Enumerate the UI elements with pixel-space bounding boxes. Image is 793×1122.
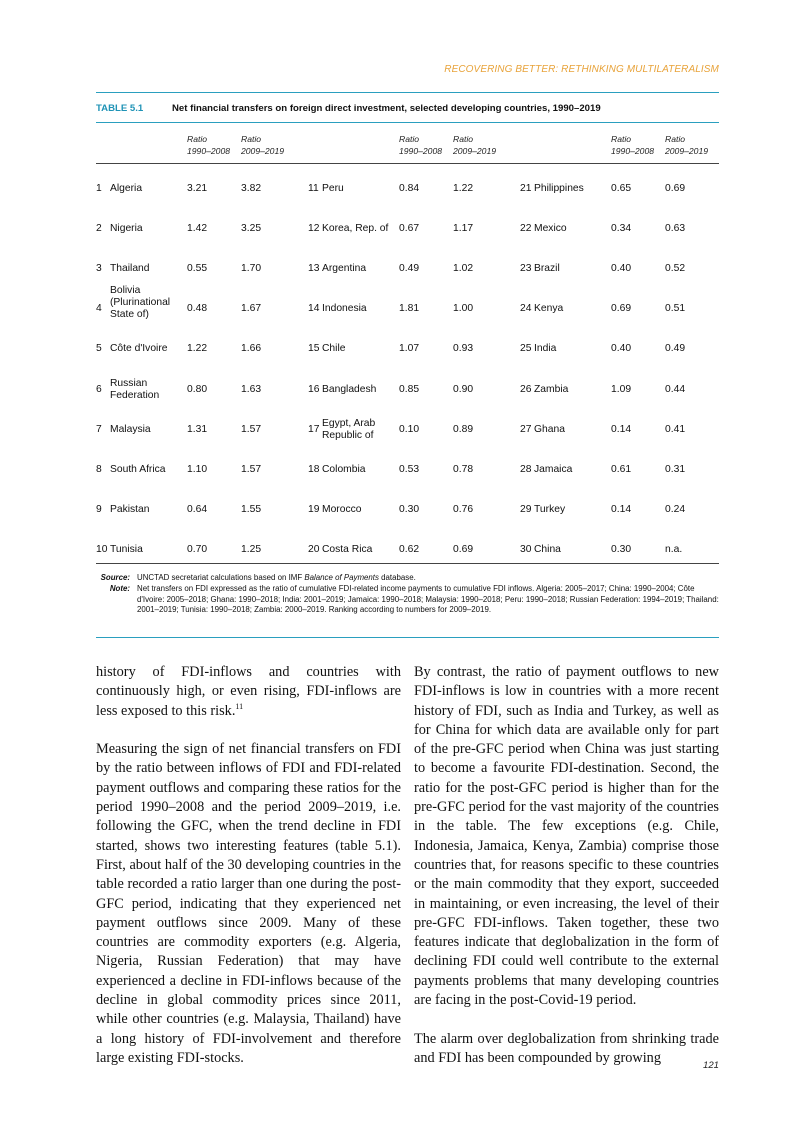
body-column-left [96,663,401,1088]
table-cell-rank: 24 [520,303,532,315]
table-cell-country: Korea, Rep. of [322,223,389,235]
table-cell-country: Malaysia [110,423,151,435]
table-cell-country: Brazil [534,263,560,275]
body-column-right [414,663,719,1088]
table-cell-rank: 2 [96,223,102,235]
table-cell-r1: 0.61 [611,463,632,475]
table-caption [96,103,719,114]
table-cell-country: Philippines [534,183,584,194]
table-cell-rank: 8 [96,463,102,475]
table-cell-r1: 0.80 [187,383,208,395]
column-header-period: 1990–2008 [611,146,655,156]
table-cell-r2: 0.24 [665,503,686,515]
table-cell-r1: 1.42 [187,223,208,235]
column-header-ratio: Ratio [665,134,686,144]
top-rule [96,92,719,93]
table-cell-rank: 22 [520,223,532,235]
running-head: RECOVERING BETTER: RETHINKING MULTILATERALISM [444,64,719,75]
table-cell-r1: 0.84 [399,183,420,194]
table-cell-r1: 0.10 [399,423,420,435]
table-cell-rank: 18 [308,463,320,475]
table-cell-country: Mexico [534,223,567,235]
column-header-ratio: Ratio [187,134,208,144]
source-text: UNCTAD secretariat calculations based on IMF Balance of Payments database. [137,573,416,582]
table-cell-r1: 0.53 [399,463,420,475]
table-cell-country: Bolivia (Plurinational State of) [110,285,171,321]
table-cell-r2: 0.69 [665,183,686,194]
column-header [453,133,496,157]
table-cell-rank: 4 [96,303,102,315]
table-cell-r1: 0.55 [187,263,208,275]
table-cell-country: South Africa [110,463,166,475]
column-header [241,133,284,157]
table-cell-rank: 15 [308,343,320,355]
table-cell-r2: 1.67 [241,303,262,315]
column-header-period: 2009–2019 [453,146,497,156]
table-cell-r1: 0.40 [611,263,632,275]
column-header-ratio: Ratio [399,134,420,144]
table-cell-r1: 0.30 [611,543,632,555]
table-cell-r2: 1.57 [241,463,262,475]
table-cell-country: Pakistan [110,503,150,515]
body-paragraph: Measuring the sign of net financial transfers on FDI by the ratio between inflows of FDI and FDI-related payment outflows and comparing these ratios for the period 1990–2008 and the period 2009–2019, i.e. following the GFC, when the trend decline in FDI started, shows two interesting features (table 5.1). First, about half of the 30 developing countries in the table recorded a ratio larger than one during the post-GFC period, indicating that they experienced net payment outflows since 2009. Many of these countries are commodity exporters (e.g. Algeria, Nigeria, Russian Federation) that may have experienced a decline in FDI-inflows because of the decline in global commodity prices since 2011, while other countries (e.g. Malaysia, Thailand) have a long history of FDI-involvement and therefore large existing FDI-stocks. [96,741,401,1066]
column-header [399,133,442,157]
table-cell-rank: 12 [308,223,320,235]
table-cell-r2: 0.93 [453,343,474,355]
table-cell-country: Morocco [322,503,362,515]
table-cell-r2: 1.70 [241,263,262,275]
table-cell-r2: 0.52 [665,263,686,275]
table-cell-r1: 1.07 [399,343,420,355]
table-cell-rank: 29 [520,503,532,515]
page-number: 121 [702,1060,719,1071]
table-cell-r2: 1.57 [241,423,262,435]
table-cell-r2: 1.55 [241,503,262,515]
table-cell-r2: 0.90 [453,383,474,395]
table-cell-r2: 1.25 [241,543,262,555]
table-cell-r2: 1.66 [241,343,262,355]
table-cell-rank: 21 [520,183,532,194]
table-cell-rank: 10 [96,543,108,555]
table-cell-rank: 7 [96,423,102,435]
table-cell-rank: 1 [96,183,102,194]
table-cell-r1: 0.49 [399,263,420,275]
table-cell-rank: 9 [96,503,102,515]
table-cell-r2: 0.69 [453,543,474,555]
table-cell-r2: 0.51 [665,303,686,315]
table-cell-r2: 0.49 [665,343,686,355]
column-header-period: 2009–2019 [241,146,285,156]
table-cell-country: Ghana [534,423,565,435]
note-text: Net transfers on FDI expressed as the ratio of cumulative FDI-related income payments to cumulative FDI inflows. Algeria: 2005–2017; China: 1990–2004; Côte d'Ivoire: 2005–2018; Ghana: 1990–2018; India: 2001–2019; Jamaica: 1990–2018; Malaysia: 1990–2018; Peru: 1990–2018; Russian Federation: 1994–2019; Thailand: 2001–2019; Tunisia: 1990–2018; Zambia: 2000–2019. Ranking according to numbers for 2009–2019. [137,584,719,614]
table-cell-country: Turkey [534,503,566,515]
table-cell-rank: 14 [308,303,320,315]
table-cell-country: Peru [322,183,344,194]
table-cell-country: Thailand [110,263,150,275]
table-cell-r1: 0.34 [611,223,632,235]
table-cell-country: Russian Federation [110,377,160,401]
table-cell-country: Jamaica [534,463,573,475]
table-cell-r2: 0.78 [453,463,474,475]
table-cell-r1: 0.62 [399,543,420,555]
table-cell-r2: 0.44 [665,383,686,395]
table-cell-r1: 0.30 [399,503,420,515]
table-cell-rank: 17 [308,423,320,435]
table-notes [96,573,719,614]
table-cell-rank: 3 [96,263,102,275]
table-cell-rank: 25 [520,343,532,355]
table-cell-r1: 0.64 [187,503,208,515]
table-cell-r1: 1.10 [187,463,208,475]
caption-rule [96,122,719,123]
body-paragraph: history of FDI-inflows and countries with continuously high, or even rising, FDI-inflows are less exposed to this risk.$^{11}$ [96,664,401,719]
notes-rule [96,637,719,638]
table-cell-r2: 0.31 [665,463,686,475]
table-cell-r2: 1.63 [241,383,262,395]
table-cell-r1: 1.81 [399,303,420,315]
table-cell-r2: 3.25 [241,223,262,235]
table-cell-country: Argentina [322,263,367,275]
table-cell-country: Colombia [322,463,366,475]
table-cell-rank: 11 [308,183,319,194]
table-cell-rank: 16 [308,383,320,395]
table-cell-r1: 0.85 [399,383,420,395]
body-paragraph: The alarm over deglobalization from shrinking trade and FDI has been compounded by growing [414,1030,719,1066]
column-header-ratio: Ratio [241,134,262,144]
table-cell-r2: 1.17 [453,223,474,235]
table-cell-rank: 5 [96,343,102,355]
table-cell-rank: 13 [308,263,320,275]
column-header-period: 1990–2008 [399,146,443,156]
table-cell-r1: 0.67 [399,223,420,235]
table-cell-country: India [534,343,557,355]
table-cell-r1: 0.70 [187,543,208,555]
table-cell-country: Bangladesh [322,383,377,395]
table-cell-r1: 0.65 [611,183,632,194]
table-cell-rank: 27 [520,423,532,435]
column-header [611,133,654,157]
table-cell-country: China [534,543,561,555]
table-cell-rank: 26 [520,383,532,395]
table-cell-r1: 1.22 [187,343,208,355]
table-cell-country: Indonesia [322,303,367,315]
table-cell-country: Tunisia [110,543,143,555]
table-cell-rank: 23 [520,263,532,275]
footnote-ref: 11 [235,701,244,711]
table-cell-r2: 1.02 [453,263,474,275]
table-cell-r1: 1.31 [187,423,208,435]
table-cell-r2: 0.89 [453,423,474,435]
table-cell-r1: 1.09 [611,383,632,395]
table-cell-country: Nigeria [110,223,143,235]
table-cell-r2: 0.41 [665,423,686,435]
column-header [665,133,708,157]
column-header-period: 2009–2019 [665,146,709,156]
table-cell-r1: 0.40 [611,343,632,355]
column-header [187,133,230,157]
header-rule [96,163,719,164]
table-cell-country: Egypt, Arab Republic of [322,417,376,441]
table-cell-r1: 3.21 [187,183,208,194]
table-cell-r2: 1.22 [453,183,474,194]
note-label: Note: [109,584,130,593]
table-cell-country: Chile [322,343,346,355]
table-cell-r1: 0.69 [611,303,632,315]
table-cell-country: Côte d'Ivoire [110,343,168,355]
table-cell-rank: 19 [308,503,320,515]
body-paragraph: By contrast, the ratio of payment outflows to new FDI-inflows is low in countries with a more recent history of FDI, such as India and Turkey, as well as for China for which data are available only for part of the pre-GFC period when China was just starting to become a favourite FDI-destination. Second, the ratio for the post-GFC period is higher than for the pre-GFC period for the vast majority of the countries in the table. The few exceptions (e.g. Chile, Indonesia, Jamaica, Kenya, Zambia) comprise those countries that, for reasons specific to these countries or the main commodity that they export, succeeded in maintaining, or even increasing, the level of their pre-GFC FDI-inflows. Taken together, these two features indicate that deglobalization in the form of declining FDI could well contribute to the external payments problems that many developing countries are facing in the post-Covid-19 period. [414,664,719,1009]
column-header-period: 1990–2008 [187,146,231,156]
table-cell-r2: 0.63 [665,223,686,235]
table-cell-country: Kenya [534,303,564,315]
table-cell-country: Zambia [534,383,569,395]
column-header-ratio: Ratio [453,134,474,144]
table-cell-r1: 0.14 [611,423,632,435]
table-title: Net financial transfers on foreign direct investment, selected developing countries, 1990–2019 [172,103,601,114]
table-cell-country: Costa Rica [322,543,373,555]
column-header-ratio: Ratio [611,134,632,144]
table-label: TABLE 5.1 [96,103,144,114]
table-bottom-rule [96,563,719,564]
table-cell-rank: 28 [520,463,532,475]
table-cell-r2: 1.00 [453,303,474,315]
table-cell-rank: 6 [96,383,102,395]
table-cell-r2: 3.82 [241,183,262,194]
table-cell-country: Algeria [110,183,143,194]
table-cell-r2: n.a. [665,543,683,555]
table-cell-r1: 0.14 [611,503,632,515]
table-cell-r2: 0.76 [453,503,474,515]
table-cell-r1: 0.48 [187,303,208,315]
source-label: Source: [100,573,130,582]
table-cell-rank: 30 [520,543,532,555]
table-cell-rank: 20 [308,543,320,555]
